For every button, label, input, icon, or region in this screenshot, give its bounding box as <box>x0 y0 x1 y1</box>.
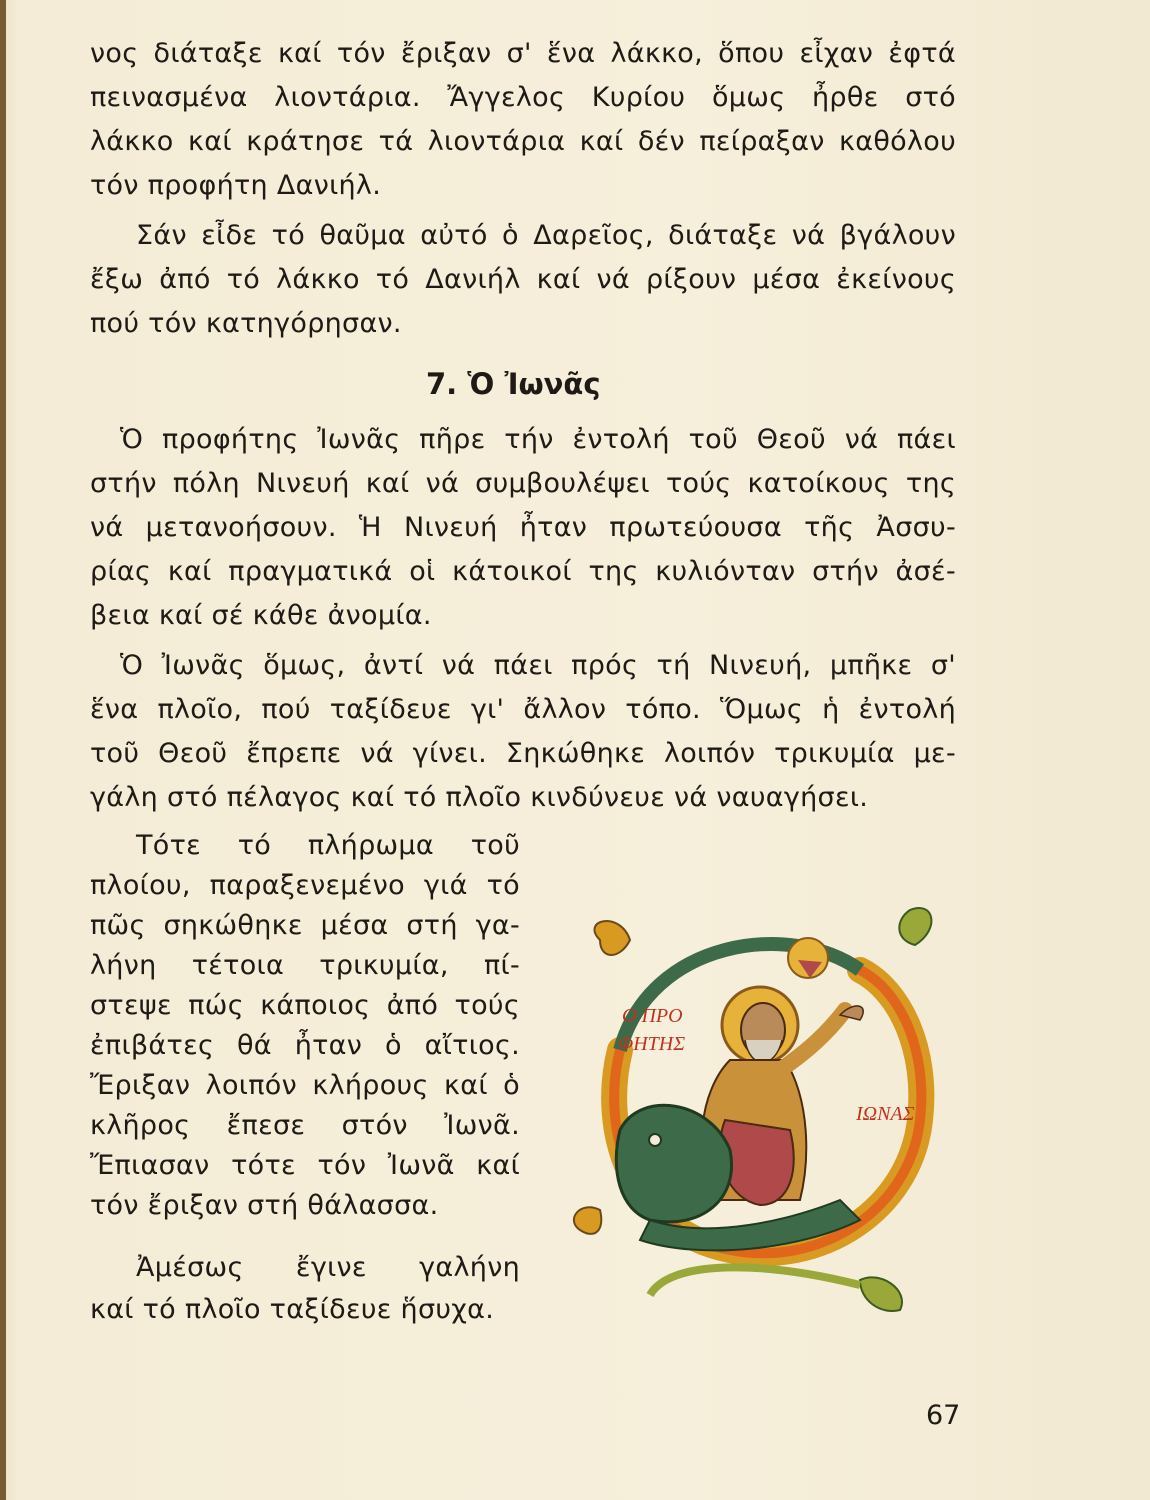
page-binding-edge <box>0 0 6 1500</box>
leaf-bottom-right <box>860 1277 902 1311</box>
leaf-bottom-left <box>574 1207 601 1234</box>
text-line: βεια καί σέ κάθε ἀνομία. <box>90 600 432 631</box>
text-line: νά μετανοήσουν. Ἡ Νινευή ἦταν πρωτεύουσα τῆς Ἀσσυ- <box>90 512 956 543</box>
caption-line-3: ΙΩΝΑΣ <box>856 1103 915 1125</box>
text-line: τόν ἔριξαν στή θάλασσα. <box>90 1190 439 1221</box>
text-line: πλοίου, παραξενεμένο γιά τό <box>90 870 520 901</box>
caption-line-2: ΦΗΤΗΣ <box>618 1033 686 1055</box>
text-line: ἐπιβάτες θά ἦταν ὁ αἴτιος. <box>90 1030 520 1061</box>
text-line: στήν πόλη Νινευή καί νά συμβουλέψει τούς κατοίκους της <box>90 468 956 499</box>
text-line: κλῆρος ἔπεσε στόν Ἰωνᾶ. <box>90 1110 520 1141</box>
leaf-top-left <box>594 921 630 955</box>
fish-eye <box>649 1134 661 1146</box>
text-line: Ὁ προφήτης Ἰωνᾶς πῆρε τήν ἐντολή τοῦ Θεοῦ νά πάει <box>120 424 956 455</box>
text-line: λάκκο καί κράτησε τά λιοντάρια καί δέν πείραξαν καθόλου <box>90 126 956 157</box>
text-line: Ἔριξαν λοιπόν κλήρους καί ὁ <box>90 1070 520 1101</box>
text-line: ἕνα πλοῖο, πού ταξίδευε γι' ἄλλον τόπο. Ὅμως ἡ ἐντολή <box>90 694 956 725</box>
page-number: 67 <box>926 1400 961 1431</box>
text-line: πῶς σηκώθηκε μέσα στή γα- <box>90 910 520 941</box>
text-line: τόν προφήτη Δανιήλ. <box>90 170 382 201</box>
text-line: στεψε πώς κάποιος ἀπό τούς <box>90 990 520 1021</box>
jonah-illumination-svg <box>560 900 960 1320</box>
text-line: πεινασμένα λιοντάρια. Ἄγγελος Κυρίου ὅμως ἦρθε στό <box>90 82 956 113</box>
text-line: καί τό πλοῖο ταξίδευε ἥσυχα. <box>90 1294 495 1325</box>
leaf-top-right <box>899 908 931 945</box>
text-line: Ἔπιασαν τότε τόν Ἰωνᾶ καί <box>90 1150 520 1181</box>
bottom-vine <box>650 1267 860 1295</box>
text-line: ἔξω ἀπό τό λάκκο τό Δανιήλ καί νά ρίξουν μέσα ἐκείνους <box>90 264 956 295</box>
text-line: νος διάταξε καί τόν ἔριξαν σ' ἕνα λάκκο, ὅπου εἶχαν ἐφτά <box>90 38 956 69</box>
text-line: Σάν εἶδε τό θαῦμα αὐτό ὁ Δαρεῖος, διάταξε νά βγάλουν <box>136 220 956 251</box>
text-line: πού τόν κατηγόρησαν. <box>90 308 402 339</box>
caption-line-1: Ο ΠΡΟ <box>622 1005 683 1027</box>
text-line: τοῦ Θεοῦ ἔπρεπε νά γίνει. Σηκώθηκε λοιπόν τρικυμία με- <box>90 738 956 769</box>
text-line: Τότε τό πλήρωμα τοῦ <box>136 830 520 861</box>
text-line: Ἀμέσως ἔγινε γαλήνη <box>136 1252 520 1283</box>
jonah-illustration <box>560 900 960 1320</box>
section-heading: 7. Ὁ Ἰωνᾶς <box>426 367 601 401</box>
text-line: Ὁ Ἰωνᾶς ὅμως, ἀντί νά πάει πρός τή Νινευή, μπῆκε σ' <box>120 650 956 681</box>
text-line: ρίας καί πραγματικά οἱ κάτοικοί της κυλιόνταν στήν ἀσέ- <box>90 556 956 587</box>
text-line: γάλη στό πέλαγος καί τό πλοῖο κινδύνευε νά ναυαγήσει. <box>90 782 869 813</box>
text-line: λήνη τέτοια τρικυμία, πί- <box>90 950 520 981</box>
